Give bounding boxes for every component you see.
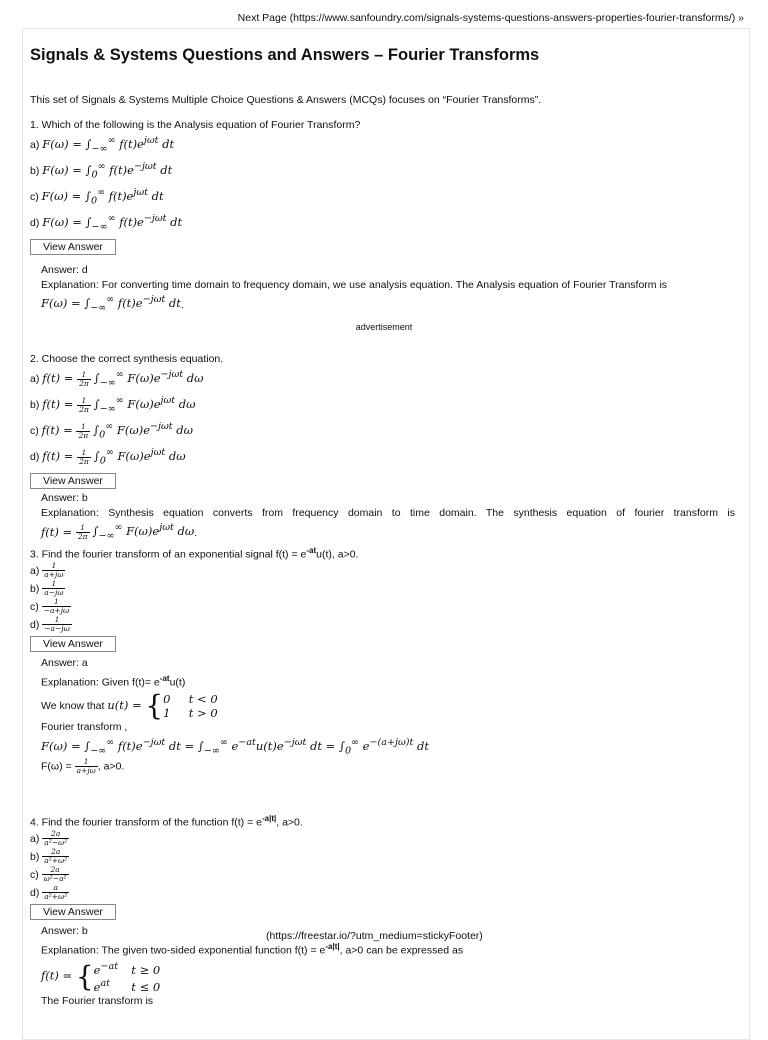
result-equation: F(ω) = $\frac{1}{a+j\omega}$ , a>0. (41, 757, 125, 776)
q1-option-c: c) $F(\omega) = \int_0^\infty$ $f(t)e^{j\omega t}$ dt (30, 187, 164, 207)
q1-option-b: b) $F(\omega) = \int_0^\infty$ $f(t)e^{-j\omega t}$ dt (30, 161, 173, 181)
answer-text: Answer: b (41, 924, 88, 937)
answer-block (41, 263, 735, 316)
answer-block (41, 491, 735, 544)
answer-text: Answer: b (41, 491, 88, 504)
q3-option-d: d) $\frac{1}{-a-j\omega}$ (30, 615, 70, 634)
question-2 (30, 352, 740, 544)
ft-label: The Fourier transform is (41, 994, 154, 1007)
q3-option-b: b) $\frac{1}{a-j\omega}$ (30, 579, 64, 598)
q3-option-c: c) $\frac{1}{-a+j\omega}$ (30, 597, 70, 616)
q2-option-c: c) f(t) = $\frac{1}{2\pi}$ $\int_0^\infty$ $F(\omega)e^{-j\omega t}$ dω (30, 421, 194, 441)
advertisement-label: advertisement (355, 322, 413, 332)
q4-option-a: a) $\frac{2a}{\text{a²−ω²}}$ (30, 829, 68, 848)
freestar-footer-link[interactable]: (https://freestar.io/?utm_medium=stickyFooter) (266, 930, 483, 942)
q1-option-d: d) $F(\omega) = \int_{-\infty}^\infty$ $f(t)e^{-j\omega t}$ dt (30, 213, 183, 233)
q4-option-b: b) $\frac{2a}{\text{a²+ω²}}$ (30, 847, 68, 866)
explanation-equation: f(t) = $\frac{1}{2\pi}$ $\int_{-\infty}^\infty$ $F(\omega)e^{j\omega t}$ dω. (41, 522, 198, 542)
q4-option-c: c) $\frac{2a}{\text{ω²−a²}}$ (30, 865, 67, 884)
q2-option-a: a) f(t) = $\frac{1}{2\pi}$ $\int_{-\infty}^\infty$ $F(\omega)e^{-j\omega t}$ dω (30, 369, 204, 389)
view-answer-button[interactable]: View Answer (30, 239, 116, 255)
view-answer-button[interactable]: View Answer (30, 473, 116, 489)
question-3-text: 3. Find the fourier transform of an exponential signal $f(t) = e^{-at}u(t)$, a>0. (30, 546, 359, 561)
view-answer-button[interactable]: View Answer (30, 904, 116, 920)
ft-label: Fourier transform , (41, 721, 128, 733)
question-4-text: 4. Find the fourier transform of the function $f(t) = e^{-a|t|}$, a>0. (30, 814, 303, 829)
explanation-text: Explanation: Given $f(t)= e^{-at}u(t)$ (41, 673, 186, 688)
piecewise-definition: $f(t) = \{e^{-at}$ t ≥ 0 $e^{at}$ t ≤ 0 (41, 959, 161, 994)
q4-option-d: d) $\frac{a}{\text{a²+ω²}}$ (30, 883, 68, 902)
answer-text: Answer: a (41, 656, 88, 669)
intro-text: This set of Signals & Systems Multiple Choice Questions & Answers (MCQs) focuses on “Fourier Transforms”. (30, 94, 542, 106)
q2-option-d: d) f(t) = $\frac{1}{2\pi}$ $\int_0^\infty$ $F(\omega)e^{j\omega t}$ dω (30, 447, 186, 467)
question-1-text: 1. Which of the following is the Analysis equation of Fourier Transform? (30, 119, 361, 131)
unit-step-definition: We know that u(t) = {0 t < 0 1 t > 0 (41, 689, 218, 722)
explanation-text: Explanation: For converting time domain to frequency domain, we use analysis equation. The Analysis equation of Fourier Transform is (41, 278, 668, 291)
question-4 (30, 812, 740, 1009)
q3-option-a: a) $\frac{1}{a+j\omega}$ (30, 561, 64, 580)
answer-block (41, 656, 735, 776)
question-1 (30, 118, 740, 316)
ft-equation: $F(\omega) = \int_{-\infty}^\infty$ $f(t)e^{-j\omega t}$ dt = $\int_{-\infty}^\infty$ $e^{-at}u(t)e^{-j\omega t}$ dt = $\int_0^\infty$ $e^{-(a+j\omega)t}$ dt (41, 737, 430, 757)
explanation-text: Explanation: Synthesis equation converts from frequency domain to time domain. The synthesis equation of fourier transform is (41, 506, 735, 519)
page-title: Signals & Systems Questions and Answers – Fourier Transforms (30, 46, 540, 64)
view-answer-button[interactable]: View Answer (30, 636, 116, 652)
question-2-text: 2. Choose the correct synthesis equation. (30, 353, 224, 365)
explanation-text: Explanation: The given two-sided exponential function $f(t) = e^{-a|t|}$, a>0 can be expressed as (41, 941, 464, 956)
q1-option-a: a) $F(\omega) = \int_{-\infty}^\infty$ $f(t)e^{j\omega t}$ dt (30, 135, 175, 155)
question-3 (30, 544, 740, 775)
explanation-equation: $F(\omega) = \int_{-\infty}^\infty$ $f(t)e^{-j\omega t}$ dt. (41, 294, 184, 314)
answer-text: Answer: d (41, 263, 88, 276)
q2-option-b: b) f(t) = $\frac{1}{2\pi}$ $\int_{-\infty}^\infty$ $F(\omega)e^{j\omega t}$ dω (30, 395, 196, 415)
next-page-link[interactable]: Next Page (https://www.sanfoundry.com/signals-systems-questions-answers-properties-fourier-transforms/) » (237, 12, 744, 24)
